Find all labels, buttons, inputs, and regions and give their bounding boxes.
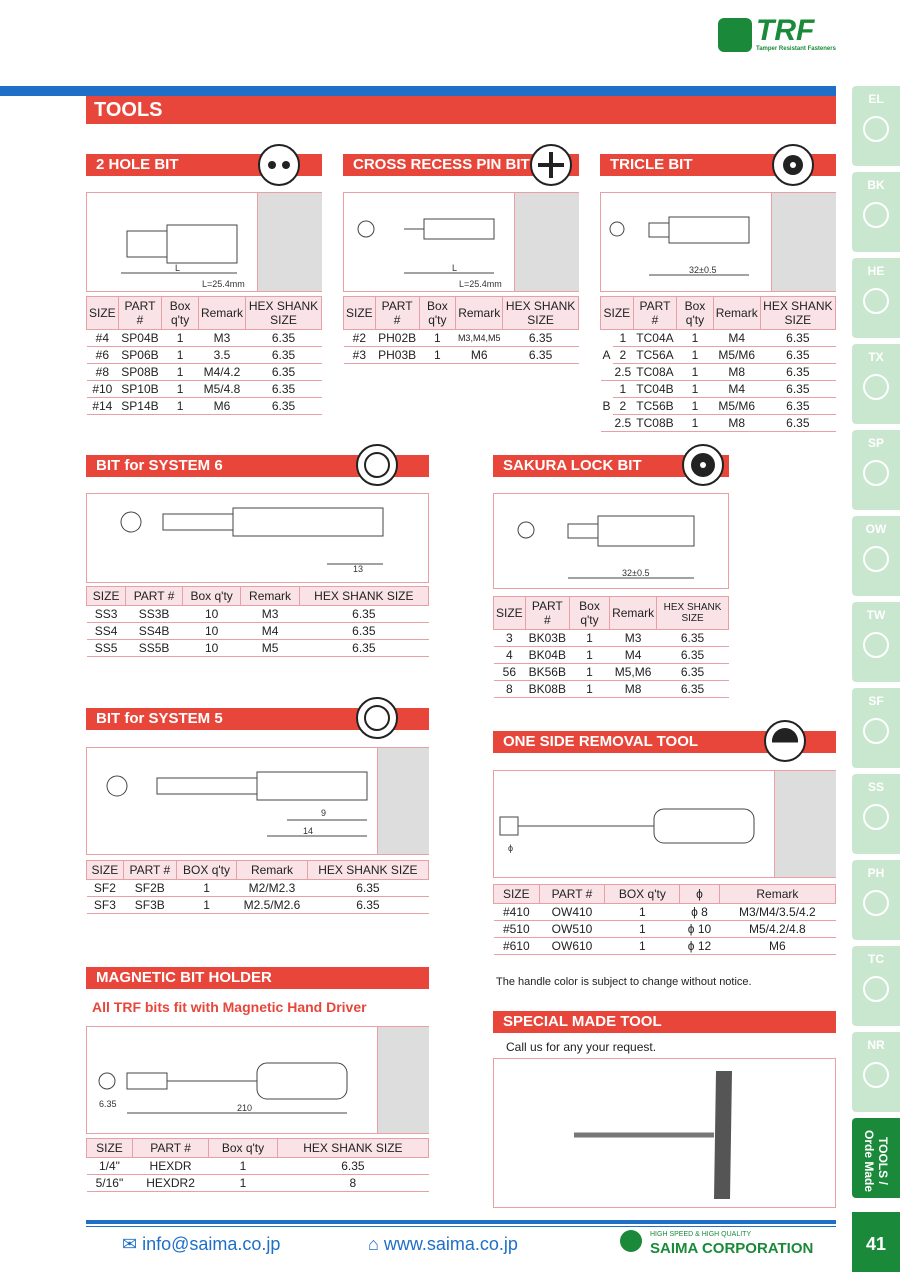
tricle-table: SIZE PART # Box q'ty Remark HEX SHANK SIZE A 1 TC04A 1 M4 6.35 2 TC56A 1 M5/M6 6.35 2.5 TC08A 1 M8 6.35 B 1 TC04B 1 M4 6.35 2 TC56B 1 M5/M6 6.35 2.5 TC08B 1 M8 6.35 [600,296,836,432]
section-cross-recess: CROSS RECESS PIN BIT [343,154,579,176]
svg-text:L: L [175,263,181,273]
tab-tc[interactable]: TC [852,946,900,1026]
section-magnetic: MAGNETIC BIT HOLDER [86,967,429,989]
tab-sp[interactable]: SP [852,430,900,510]
tab-ph[interactable]: PH [852,860,900,940]
magnetic-photo [377,1027,429,1133]
table-row: 4 BK04B 1 M4 6.35 [494,647,729,664]
tab-sf[interactable]: SF [852,688,900,768]
footer-divider [86,1220,836,1224]
removal-note: The handle color is subject to change without notice. [496,976,752,988]
table-row: 2.5 TC08A 1 M8 6.35 [601,364,836,381]
system-5-table: SIZE PART # BOX q'ty Remark HEX SHANK SIZE SF2 SF2B 1 M2/M2.3 6.35 SF3 SF3B 1 M2.5/M2.6 6.35 [86,860,429,914]
removal-photo [774,771,836,877]
system-5-photo [377,748,429,854]
table-row: #410 OW410 1 ϕ 8 M3/M4/3.5/4.2 [494,904,836,921]
removal-icon [764,720,806,762]
table-row: 2 TC56B 1 M5/M6 6.35 [601,398,836,415]
table-row: 56 BK56B 1 M5,M6 6.35 [494,664,729,681]
trf-logo-icon [718,18,752,52]
magnetic-drawing [86,1026,429,1134]
footer-web[interactable]: ⌂ www.saima.co.jp [368,1234,518,1254]
two-hole-table: SIZE PART # Box q'ty Remark HEX SHANK SIZE #4 SP04B 1 M3 6.35 #6 SP06B 1 3.5 6.35 #8 SP08B 1 M4/4.2 6.35 #10 SP10B 1 M5/4.8 6.35 #14 SP14B 1 M6 6.35 [86,296,322,415]
tab-tw[interactable]: TW [852,602,900,682]
magnetic-table: SIZE PART # Box q'ty HEX SHANK SIZE 1/4" HEXDR 1 6.35 5/16" HEXDR2 1 8 [86,1138,429,1192]
section-tricle: TRICLE BIT [600,154,836,176]
svg-text:32±0.5: 32±0.5 [622,568,650,578]
sakura-table: SIZE PART # Box q'ty Remark HEX SHANK SIZE 3 BK03B 1 M3 6.35 4 BK04B 1 M4 6.35 56 BK56B 1 M5,M6 6.35 8 BK08B 1 M8 6.35 [493,596,729,698]
table-row: #10 SP10B 1 M5/4.8 6.35 [87,381,322,398]
logo-text: TRF [756,14,815,47]
table-row: 2.5 TC08B 1 M8 6.35 [601,415,836,432]
web-icon: ⌂ [368,1234,384,1254]
special-note: Call us for any your request. [506,1040,657,1054]
mail-icon: ✉ [122,1234,143,1254]
footer-email[interactable]: ✉ info@saima.co.jp [122,1234,281,1254]
special-photo [493,1058,836,1208]
system-6-table: SIZE PART # Box q'ty Remark HEX SHANK SIZE SS3 SS3B 10 M3 6.35 SS4 SS4B 10 M4 6.35 SS5 SS5B 10 M5 6.35 [86,586,429,657]
logo-subtitle: Tamper Resistant Fasteners [756,46,836,52]
table-row: #510 OW510 1 ϕ 10 M5/4.2/4.8 [494,921,836,938]
system-5-drawing [86,747,429,855]
tab-tools-active[interactable]: TOOLS / Orde Made [852,1118,900,1198]
sakura-icon [682,444,724,486]
section-removal-tool: ONE SIDE REMOVAL TOOL [493,731,836,753]
section-system-6: BIT for SYSTEM 6 [86,455,429,477]
two-hole-photo [257,193,322,291]
removal-drawing [493,770,836,878]
tab-ss[interactable]: SS [852,774,900,854]
footer-company: SAIMA CORPORATION [650,1240,814,1257]
tricle-icon [772,144,814,186]
section-2-hole-bit: 2 HOLE BIT [86,154,322,176]
table-row: 1/4" HEXDR 1 6.35 [87,1158,429,1175]
top-bar [0,86,836,96]
table-row: SF2 SF2B 1 M2/M2.3 6.35 [87,880,429,897]
section-system-5: BIT for SYSTEM 5 [86,708,429,730]
svg-text:210: 210 [237,1103,253,1113]
tab-bk[interactable]: BK [852,172,900,252]
table-row: #14 SP14B 1 M6 6.35 [87,398,322,415]
tab-tx[interactable]: TX [852,344,900,424]
svg-text:6.35: 6.35 [99,1099,117,1109]
svg-text:9: 9 [321,808,327,818]
table-row: SF3 SF3B 1 M2.5/M2.6 6.35 [87,897,429,914]
tricle-photo [771,193,836,291]
section-special-made: SPECIAL MADE TOOL [493,1011,836,1033]
table-row: 5/16" HEXDR2 1 8 [87,1175,429,1192]
table-row: #8 SP08B 1 M4/4.2 6.35 [87,364,322,381]
svg-text:L=25.4mm: L=25.4mm [202,279,245,289]
cross-photo [514,193,579,291]
page-number: 41 [852,1212,900,1272]
cross-table: SIZE PART # Box q'ty Remark HEX SHANK SIZE #2 PH02B 1 M3,M4,M5 6.35 #3 PH03B 1 M6 6.35 [343,296,579,364]
removal-table: SIZE PART # BOX q'ty ϕ Remark #410 OW410 1 ϕ 8 M3/M4/3.5/4.2 #510 OW510 1 ϕ 10 M5/4.2/4.8 #610 OW610 1 ϕ 12 M6 [493,884,836,955]
two-hole-drawing [86,192,322,292]
table-row: SS3 SS3B 10 M3 6.35 [87,606,429,623]
table-row: #3 PH03B 1 M6 6.35 [344,347,579,364]
table-row: SS4 SS4B 10 M4 6.35 [87,623,429,640]
table-row: #4 SP04B 1 M3 6.35 [87,330,322,347]
cross-icon [530,144,572,186]
table-row: SS5 SS5B 10 M5 6.35 [87,640,429,657]
system-5-icon [356,697,398,739]
footer-divider-thin [86,1226,836,1227]
two-hole-icon [258,144,300,186]
table-row: A 1 TC04A 1 M4 6.35 [601,330,836,347]
table-row: 8 BK08B 1 M8 6.35 [494,681,729,698]
table-row: #2 PH02B 1 M3,M4,M5 6.35 [344,330,579,347]
tab-nr[interactable]: NR [852,1032,900,1112]
system-6-icon [356,444,398,486]
trf-logo [718,14,836,56]
svg-text:14: 14 [303,826,314,836]
saima-logo-icon [620,1230,642,1252]
tricle-drawing [600,192,836,292]
tab-he[interactable]: HE [852,258,900,338]
svg-text:13: 13 [353,564,364,574]
system-6-drawing [86,493,429,583]
svg-text:32±0.5: 32±0.5 [689,265,717,275]
svg-text:L=25.4mm: L=25.4mm [459,279,502,289]
sakura-drawing [493,493,729,589]
table-row: #6 SP06B 1 3.5 6.35 [87,347,322,364]
table-row: 3 BK03B 1 M3 6.35 [494,630,729,647]
tab-el[interactable]: EL [852,86,900,166]
tab-ow[interactable]: OW [852,516,900,596]
table-row: 2 TC56A 1 M5/M6 6.35 [601,347,836,364]
svg-text:L: L [452,263,458,273]
table-row: B 1 TC04B 1 M4 6.35 [601,381,836,398]
page-title: TOOLS [86,96,836,124]
cross-drawing [343,192,579,292]
magnetic-subtitle: All TRF bits fit with Magnetic Hand Driver [92,999,367,1015]
svg-text:ϕ: ϕ [508,843,514,853]
table-row: #610 OW610 1 ϕ 12 M6 [494,938,836,955]
footer-tagline: HIGH SPEED & HIGH QUALITY [650,1231,752,1238]
section-sakura: SAKURA LOCK BIT [493,455,729,477]
